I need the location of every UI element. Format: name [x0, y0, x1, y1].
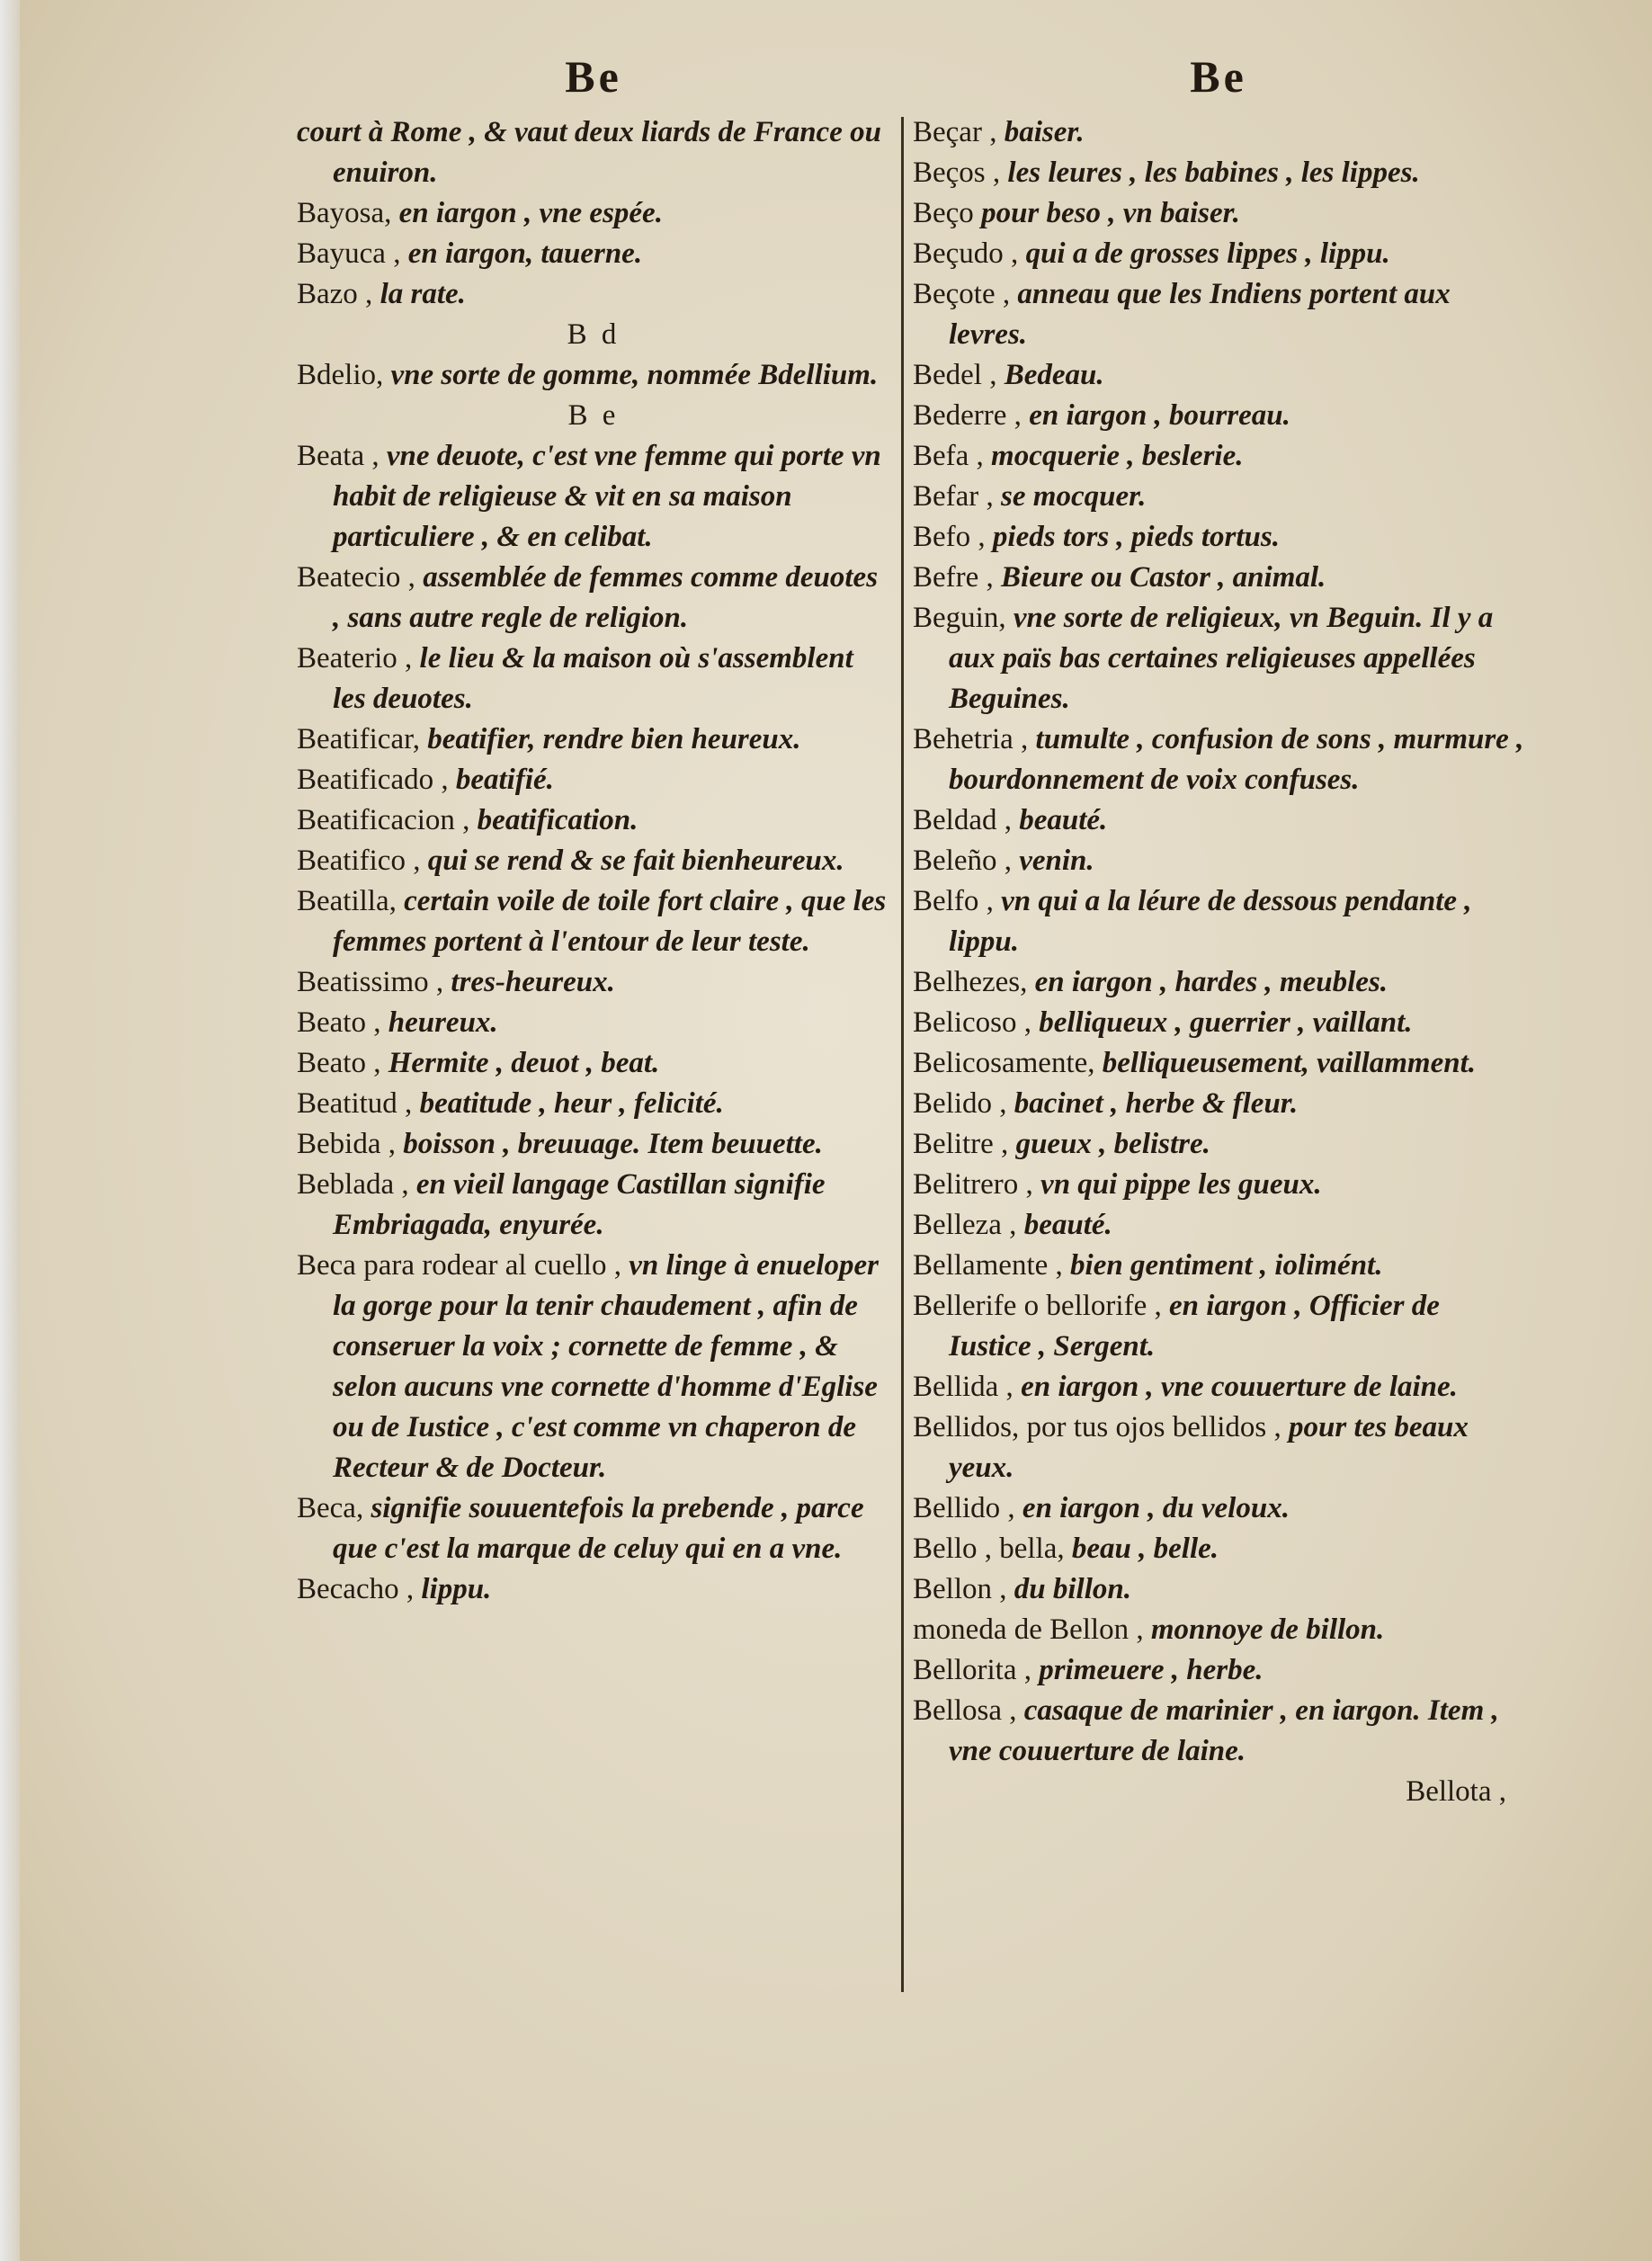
dictionary-entry: [913, 112, 1524, 153]
section-heading: B e: [567, 399, 620, 432]
right-entries: [913, 112, 1524, 1772]
dictionary-entry: [297, 800, 890, 841]
definition: qui se rend & se fait bienheureux.: [427, 845, 844, 877]
definition: heureux.: [388, 1006, 498, 1039]
headword: Beato ,: [297, 1047, 388, 1079]
dictionary-entry: [913, 355, 1524, 396]
dictionary-entry: [297, 962, 890, 1003]
dictionary-entry: [297, 1569, 890, 1610]
dictionary-entry: [913, 1043, 1524, 1084]
dictionary-entry: [913, 436, 1524, 477]
definition: pour beso , vn baiser.: [981, 197, 1240, 229]
definition: Bedeau.: [1004, 359, 1104, 391]
left-entries: [297, 112, 890, 1610]
definition: certain voile de toile fort claire , que les femmes portent à l'entour de leur teste.: [333, 885, 887, 958]
dictionary-entry: [297, 436, 890, 558]
catchword: Bellota ,: [1406, 1775, 1506, 1808]
headword: Bellamente ,: [913, 1249, 1071, 1282]
headword: Bellon ,: [913, 1573, 1014, 1605]
headword: Belitrero ,: [913, 1168, 1041, 1201]
headword: Beleño ,: [913, 845, 1020, 877]
definition: beauté.: [1023, 1209, 1112, 1241]
left-running-header: Be: [565, 51, 622, 102]
dictionary-entry: [913, 1529, 1524, 1569]
dictionary-entry: [913, 1003, 1524, 1043]
headword: Beatificar,: [297, 723, 428, 755]
dictionary-entry: [913, 1205, 1524, 1246]
dictionary-entry: [913, 841, 1524, 881]
dictionary-entry: [913, 1610, 1524, 1650]
dictionary-entry: [913, 558, 1524, 598]
headword: Beca para rodear al cuello ,: [297, 1249, 630, 1282]
headword: Bellosa ,: [913, 1694, 1024, 1727]
headword: Bayosa,: [297, 197, 399, 229]
definition: casaque de marinier , en iargon. Item , vne couuerture de laine.: [949, 1694, 1499, 1767]
dictionary-entry: [913, 1084, 1524, 1124]
headword: Belicoso ,: [913, 1006, 1040, 1039]
headword: Belicosamente,: [913, 1047, 1103, 1079]
dictionary-entry: [297, 1124, 890, 1165]
definition: pour tes beaux yeux.: [949, 1411, 1469, 1484]
definition: signifie souuentefois la prebende , parce que c'est la marque de celuy qui en a vne.: [333, 1492, 864, 1565]
headword: Beçote ,: [913, 278, 1018, 310]
dictionary-entry: [913, 1124, 1524, 1165]
headword: Beatissimo ,: [297, 966, 451, 998]
definition: baiser.: [1004, 116, 1085, 148]
dictionary-entry: [297, 1488, 890, 1569]
headword: Bdelio,: [297, 359, 391, 391]
headword: Belhezes,: [913, 966, 1035, 998]
headword: Beato ,: [297, 1006, 388, 1039]
headword: Beaterio ,: [297, 642, 420, 675]
headword: Beatificacion ,: [297, 804, 478, 836]
headword: Bellorita ,: [913, 1654, 1040, 1686]
definition: se mocquer.: [1001, 480, 1147, 513]
definition: court à Rome , & vaut deux liards de France ou enuiron.: [297, 116, 881, 189]
dictionary-entry: [913, 1691, 1524, 1772]
dictionary-entry: [297, 1003, 890, 1043]
definition: boisson , breuuage. Item beuuette.: [403, 1128, 823, 1160]
dictionary-entry: [913, 153, 1524, 193]
definition: tres-heureux.: [451, 966, 615, 998]
definition: belliqueux , guerrier , vaillant.: [1039, 1006, 1413, 1039]
definition: la rate.: [380, 278, 466, 310]
dictionary-entry: [913, 1246, 1524, 1286]
dictionary-entry: [297, 112, 890, 193]
definition: lippu.: [421, 1573, 492, 1605]
column-rule: [901, 117, 904, 1992]
definition: beatitude , heur , felicité.: [419, 1087, 724, 1120]
headword: Bederre ,: [913, 399, 1030, 432]
dictionary-entry: [297, 1084, 890, 1124]
headword: Befa ,: [913, 440, 992, 472]
dictionary-entry: [913, 193, 1524, 234]
headword: Befre ,: [913, 561, 1002, 594]
dictionary-entry: [297, 1246, 890, 1488]
headword: Beçudo ,: [913, 237, 1026, 270]
headword: Beblada ,: [297, 1168, 416, 1201]
dictionary-entry: [913, 1408, 1524, 1488]
dictionary-entry: [297, 1043, 890, 1084]
dictionary-entry: [297, 193, 890, 234]
definition: vne deuote, c'est vne femme qui porte vn habit de religieuse & vit en sa maison particuliere , & en celibat.: [333, 440, 881, 553]
headword: Belitre ,: [913, 1128, 1016, 1160]
headword: moneda de Bellon ,: [913, 1613, 1151, 1646]
definition: le lieu & la maison où s'assemblent les deuotes.: [333, 642, 853, 715]
page-edge: [0, 0, 20, 2261]
headword: Becacho ,: [297, 1573, 422, 1605]
definition: Bieure ou Castor , animal.: [1001, 561, 1326, 594]
definition: en iargon , Officier de Iustice , Sergent.: [949, 1290, 1440, 1363]
dictionary-entry: [913, 1569, 1524, 1610]
dictionary-entry: [913, 1367, 1524, 1408]
headword: Behetria ,: [913, 723, 1036, 755]
definition: qui a de grosses lippes , lippu.: [1025, 237, 1390, 270]
dictionary-entry: [913, 881, 1524, 962]
headword: Beatificado ,: [297, 764, 456, 796]
definition: monnoye de billon.: [1150, 1613, 1385, 1646]
dictionary-entry: [913, 962, 1524, 1003]
definition: vn linge à enueloper la gorge pour la tenir chaudement , afin de conseruer la voix ; cornette de femme , & selon aucuns vne cornette d'homme d'Eglise ou de Iustice , c'est comme vn chaperon de Recteur & de Docteur.: [333, 1249, 879, 1484]
headword: Beatifico ,: [297, 845, 428, 877]
headword: Bayuca ,: [297, 237, 408, 270]
dictionary-entry: [297, 558, 890, 639]
headword: Belleza ,: [913, 1209, 1024, 1241]
headword: Bellidos, por tus ojos bellidos ,: [913, 1411, 1290, 1443]
dictionary-entry: [913, 396, 1524, 436]
headword: Bazo ,: [297, 278, 380, 310]
headword: Bebida ,: [297, 1128, 404, 1160]
right-column: [913, 0, 1524, 1812]
headword: Beatilla,: [297, 885, 405, 917]
dictionary-entry: [913, 1488, 1524, 1529]
definition: en iargon, tauerne.: [407, 237, 643, 270]
definition: primeuere , herbe.: [1039, 1654, 1264, 1686]
definition: venin.: [1019, 845, 1094, 877]
section-heading: B d: [567, 318, 621, 351]
definition: en iargon , vne couuerture de laine.: [1021, 1371, 1458, 1403]
headword: Befar ,: [913, 480, 1002, 513]
definition: en iargon , du veloux.: [1022, 1492, 1290, 1524]
headword: Beata ,: [297, 440, 387, 472]
definition: en iargon , hardes , meubles.: [1034, 966, 1388, 998]
headword: Beatecio ,: [297, 561, 424, 594]
definition: en iargon , bourreau.: [1029, 399, 1290, 432]
headword: Befo ,: [913, 521, 993, 553]
definition: beau , belle.: [1071, 1533, 1219, 1565]
right-running-header: Be: [1190, 51, 1247, 102]
dictionary-entry: [913, 800, 1524, 841]
headword: Bello , bella,: [913, 1533, 1072, 1565]
headword: Beguin,: [913, 602, 1014, 634]
definition: Hermite , deuot , beat.: [388, 1047, 660, 1079]
definition: en iargon , vne espée.: [398, 197, 663, 229]
dictionary-entry: [913, 234, 1524, 274]
dictionary-entry: [297, 355, 890, 396]
definition: tumulte , confusion de sons , murmure , bourdonnement de voix confuses.: [949, 723, 1524, 796]
definition: bacinet , herbe & fleur.: [1014, 1087, 1299, 1120]
dictionary-entry: [913, 1165, 1524, 1205]
headword: Beldad ,: [913, 804, 1020, 836]
dictionary-entry: [297, 719, 890, 760]
dictionary-entry: [297, 881, 890, 962]
definition: beatifier, rendre bien heureux.: [427, 723, 801, 755]
dictionary-entry: [297, 760, 890, 800]
headword: Beca,: [297, 1492, 371, 1524]
definition: vn qui pippe les gueux.: [1040, 1168, 1322, 1201]
left-column: [297, 0, 890, 1610]
definition: assemblée de femmes comme deuotes , sans autre regle de religion.: [333, 561, 879, 634]
dictionary-entry: [913, 517, 1524, 558]
definition: vn qui a la léure de dessous pendante , lippu.: [949, 885, 1472, 958]
definition: gueux , belistre.: [1015, 1128, 1210, 1160]
definition: beatification.: [477, 804, 638, 836]
definition: les leures , les babines , les lippes.: [1007, 156, 1420, 189]
dictionary-entry: [297, 841, 890, 881]
headword: Belido ,: [913, 1087, 1014, 1120]
headword: Beço: [913, 197, 982, 229]
definition: belliqueusement, vaillamment.: [1102, 1047, 1477, 1079]
dictionary-entry: [297, 1165, 890, 1246]
headword: Bellerife o bellorife ,: [913, 1290, 1169, 1322]
dictionary-entry: [297, 639, 890, 719]
definition: beauté.: [1019, 804, 1108, 836]
definition: vne sorte de religieux, vn Beguin. Il y a aux païs bas certaines religieuses appellées Beguines.: [949, 602, 1494, 715]
definition: du billon.: [1014, 1573, 1131, 1605]
definition: pieds tors , pieds tortus.: [992, 521, 1280, 553]
headword: Bellido ,: [913, 1492, 1022, 1524]
definition: mocquerie , beslerie.: [991, 440, 1244, 472]
definition: anneau que les Indiens portent aux levres.: [949, 278, 1451, 351]
dictionary-entry: [913, 477, 1524, 517]
definition: en vieil langage Castillan signifie Embriagada, enyurée.: [333, 1168, 826, 1241]
headword: Beços ,: [913, 156, 1008, 189]
dictionary-entry: [913, 719, 1524, 800]
dictionary-entry: [913, 1286, 1524, 1367]
dictionary-entry: [297, 274, 890, 315]
headword: Beatitud ,: [297, 1087, 420, 1120]
dictionary-entry: [297, 234, 890, 274]
definition: vne sorte de gomme, nommée Bdellium.: [390, 359, 879, 391]
headword: Bedel ,: [913, 359, 1005, 391]
headword: Bellida ,: [913, 1371, 1022, 1403]
dictionary-entry: [913, 1650, 1524, 1691]
headword: Beçar ,: [913, 116, 1005, 148]
definition: beatifié.: [455, 764, 554, 796]
dictionary-entry: [913, 598, 1524, 719]
definition: bien gentiment , iolimént.: [1070, 1249, 1383, 1282]
dictionary-entry: [913, 274, 1524, 355]
headword: Belfo ,: [913, 885, 1002, 917]
